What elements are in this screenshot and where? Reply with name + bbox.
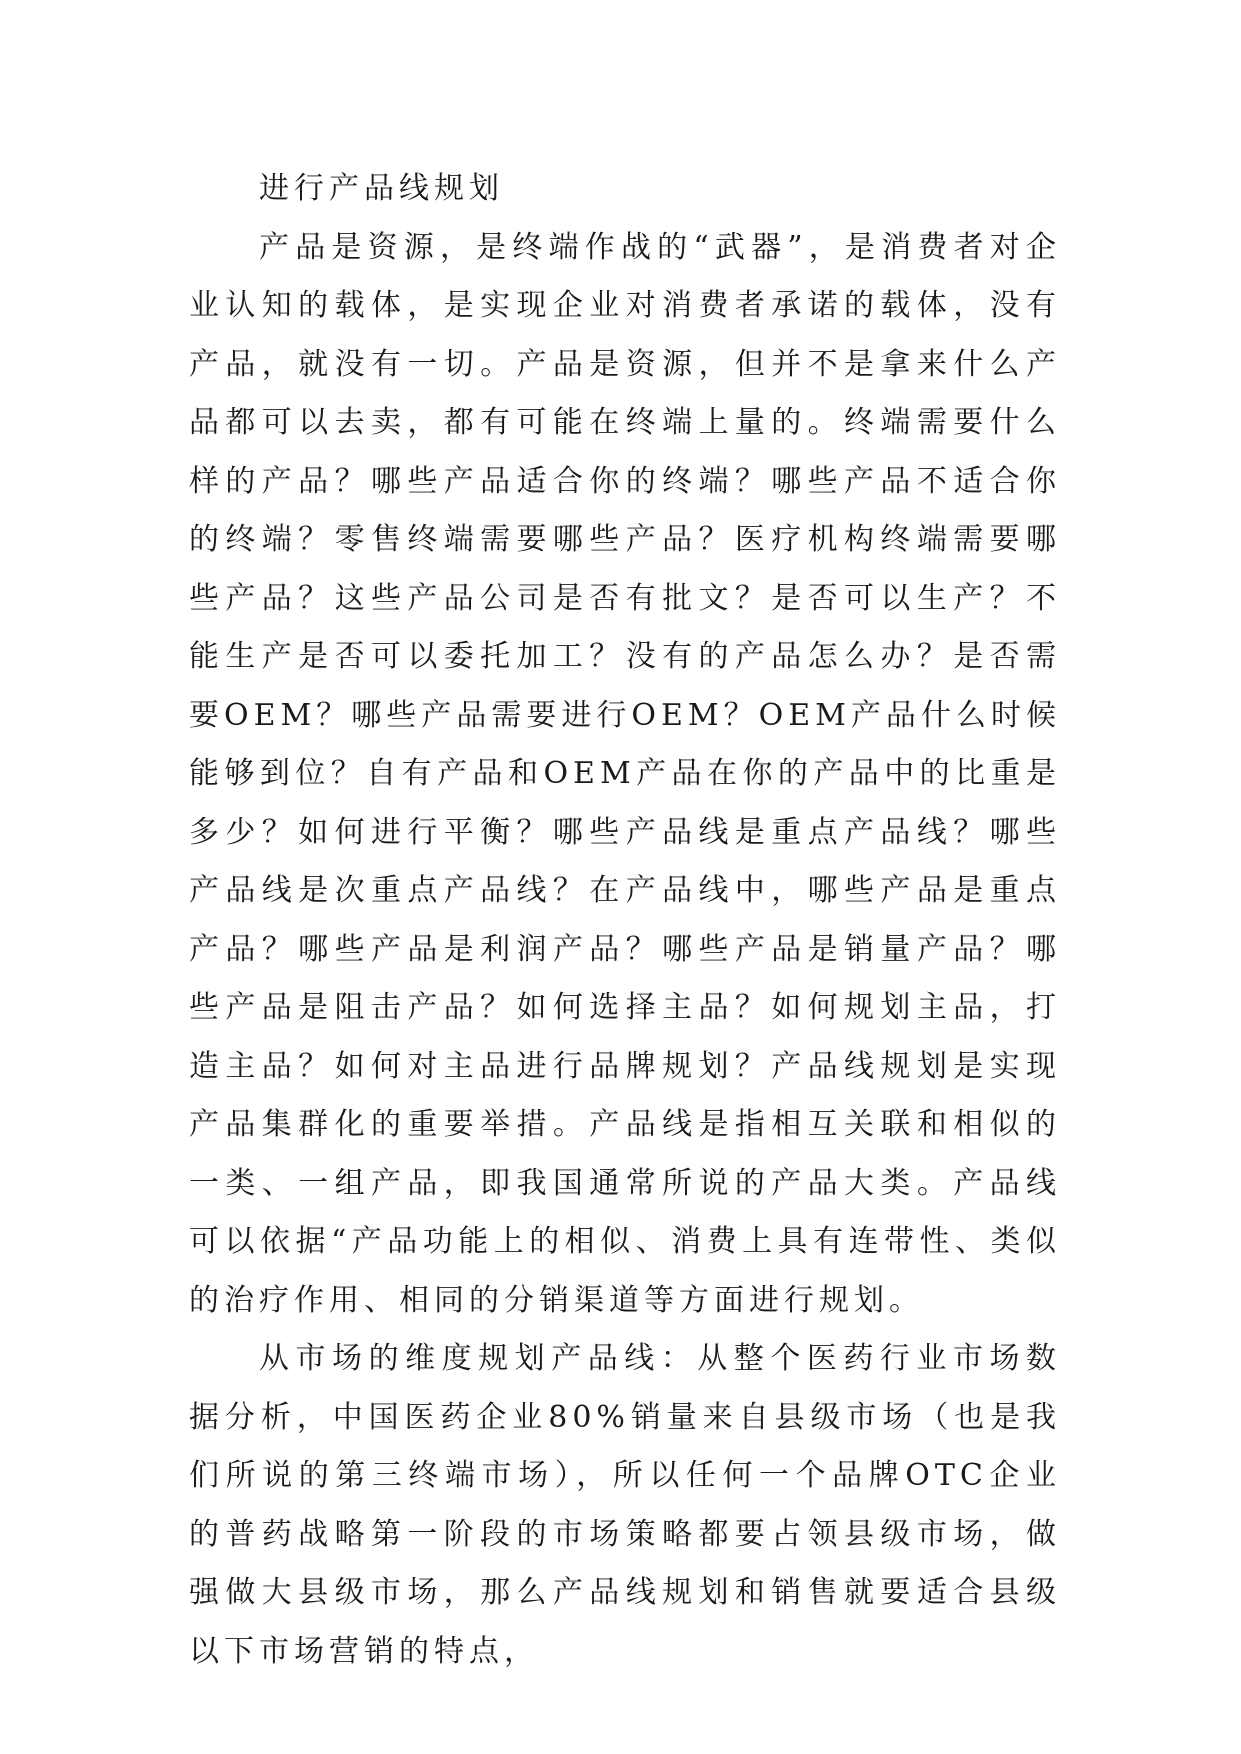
paragraph-product-resources: 产品是资源，是终端作战的“武器”，是消费者对企业认知的载体，是实现企业对消费者承诺的载体，没有产品，就没有一切。产品是资源，但并不是拿来什么产品都可以去卖，都有可能在终端上量的。终端需要什么样的产品？哪些产品适合你的终端？哪些产品不适合你的终端？零售终端需要哪些产品？医疗机构终端需要哪些产品？这些产品公司是否有批文？是否可以生产？不能生产是否可以委托加工？没有的产品怎么办？是否需要OEM？哪些产品需要进行OEM？OEM产品什么时候能够到位？自有产品和OEM产品在你的产品中的比重是多少？如何进行平衡？哪些产品线是重点产品线？哪些产品线是次重点产品线？在产品线中，哪些产品是重点产品？哪些产品是利润产品？哪些产品是销量产品？哪些产品是阻击产品？如何选择主品？如何规划主品，打造主品？如何对主品进行品牌规划？产品线规划是实现产品集群化的重要举措。产品线是指相互关联和相似的一类、一组产品，即我国通常所说的产品大类。产品线可以依据“产品功能上的相似、消费上具有连带性、类似的治疗作用、相同的分销渠道等方面进行规划。 [189, 229, 1061, 1318]
section-heading: 进行产品线规划 [259, 171, 504, 206]
paragraph-market-dimension: 从市场的维度规划产品线：从整个医药行业市场数据分析，中国医药企业80%销量来自县级市场（也是我们所说的第三终端市场），所以任何一个品牌OTC企业的普药战略第一阶段的市场策略都要占领县级市场，做强做大县级市场，那么产品线规划和销售就要适合县级以下市场营销的特点， [189, 1341, 1061, 1669]
document-body [189, 160, 1061, 1681]
